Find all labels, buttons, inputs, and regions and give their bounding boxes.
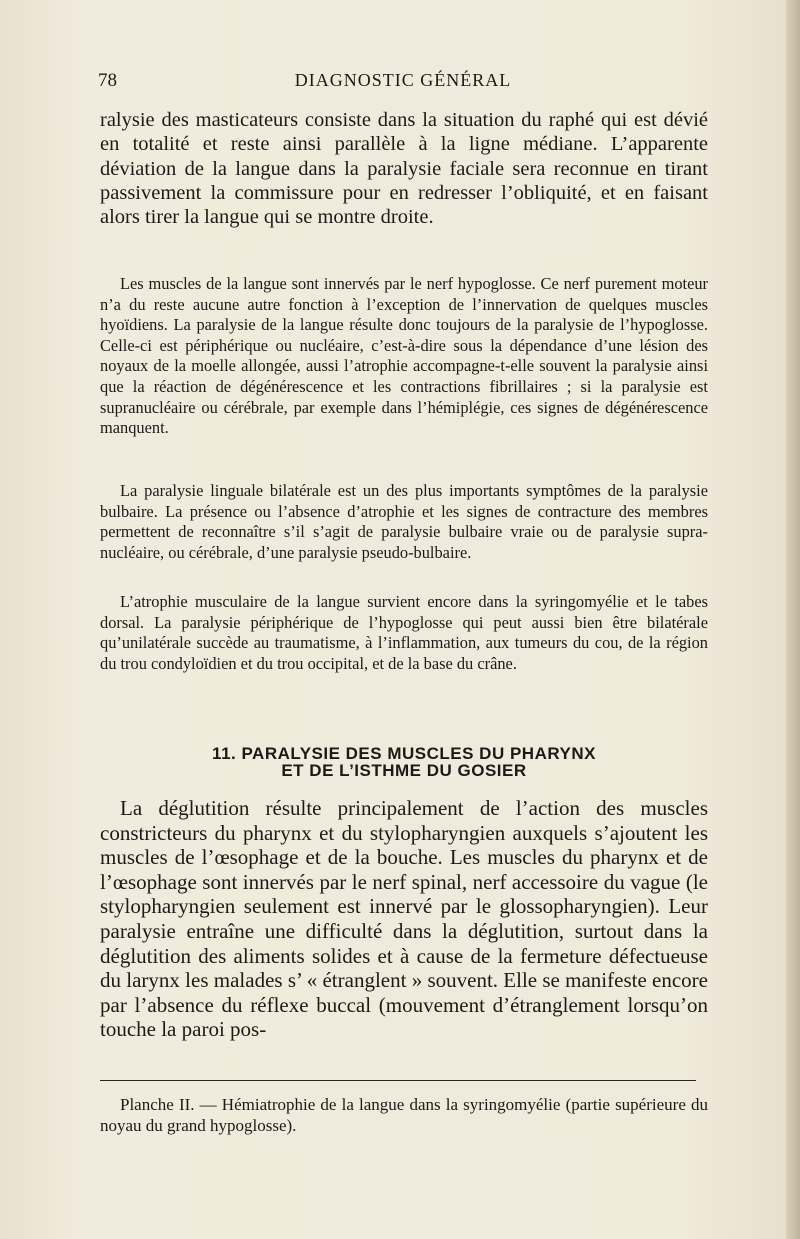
section-heading-line-2: ET DE L’ISTHME DU GOSIER [281,761,527,780]
paragraph-deglutition: La déglutition résulte principalement de l’action des muscles constricteurs du pharynx et du stylopharyngien auxquels s’ajoutent les muscles de l’œsophage et de la bouche. Les muscles du pharynx et de l’œsophage sont innervés par le nerf spinal, nerf accessoire du vague (le stylopharyngien seulement est innervé par le glossopharyngien). Leur paralysie entraîne une difficulté dans la déglutition, surtout dans la déglutition des aliments solides et à cause de la fermeture défectueuse du larynx les malades s’ « étranglent » souvent. Elle se manifeste encore par l’absence du réflexe buccal (mouvement d’étranglement lorsqu’on touche la paroi pos- [100,796,708,1042]
running-head-title: DIAGNOSTIC GÉNÉRAL [294,70,512,90]
paragraph-muscular-atrophy: L’atrophie musculaire de la langue survient encore dans la syringomyélie et le tabes dorsal. La paralysie périphérique de l’hypoglosse qui peut aussi bien être bilatérale qu’unilatérale succède au traumatisme, à l’inflammation, aux tumeurs du cou, de la région du trou condyloïdien et du trou occipital, et de la base du crâne. [100,592,708,673]
paragraph-tongue-muscles: Les muscles de la langue sont innervés par le nerf hypoglosse. Ce nerf purement moteur n’a du reste aucune autre fonction à l’exception de l’innervation de quelques muscles hyoïdiens. La paralysie de la langue résulte donc toujours de la paralysie de l’hypoglosse. Celle-ci est périphérique ou nucléaire, c’est-à-dire sous la dépendance d’une lésion des noyaux de la moelle allongée, aussi l’atrophie accompagne-t-elle souvent la paralysie ainsi que la réaction de dégénérescence et les contractions fibrillaires ; si la paralysie est supranucléaire ou cérébrale, par exemple dans l’hémiplégie, ces signes de dégénérescence manquent. [100,274,708,438]
running-head [98,70,708,94]
section-heading [100,745,708,779]
footnote-rule [100,1080,696,1081]
page-number: 78 [98,70,117,91]
paragraph-continuation: ralysie des masticateurs consiste dans la situation du raphé qui est dévié en totalité et reste ainsi parallèle à la ligne médiane. L’apparente déviation de la langue dans la paralysie faciale sera reconnue en tirant passivement la commissure pour en redresser l’obliquité, et en faisant alors tirer la langue qui se montre droite. [100,109,708,229]
page-edge [786,0,800,1239]
footnote-plate-caption: Planche II. — Hémiatrophie de la langue dans la syringomyélie (partie supérieure du noyau du grand hypoglosse). [100,1095,708,1135]
section-heading-line-1: 11. PARALYSIE DES MUSCLES DU PHARYNX [212,744,596,763]
paragraph-bilateral-paralysis: La paralysie linguale bilatérale est un des plus importants symptômes de la paralysie bulbaire. La présence ou l’absence d’atrophie et les signes de contracture des membres permettent de reconnaître s’il s’agit de paralysie bulbaire vraie ou de paralysie supra-nucléaire, ou cérébrale, d’une paralysie pseudo-bulbaire. [100,481,708,562]
